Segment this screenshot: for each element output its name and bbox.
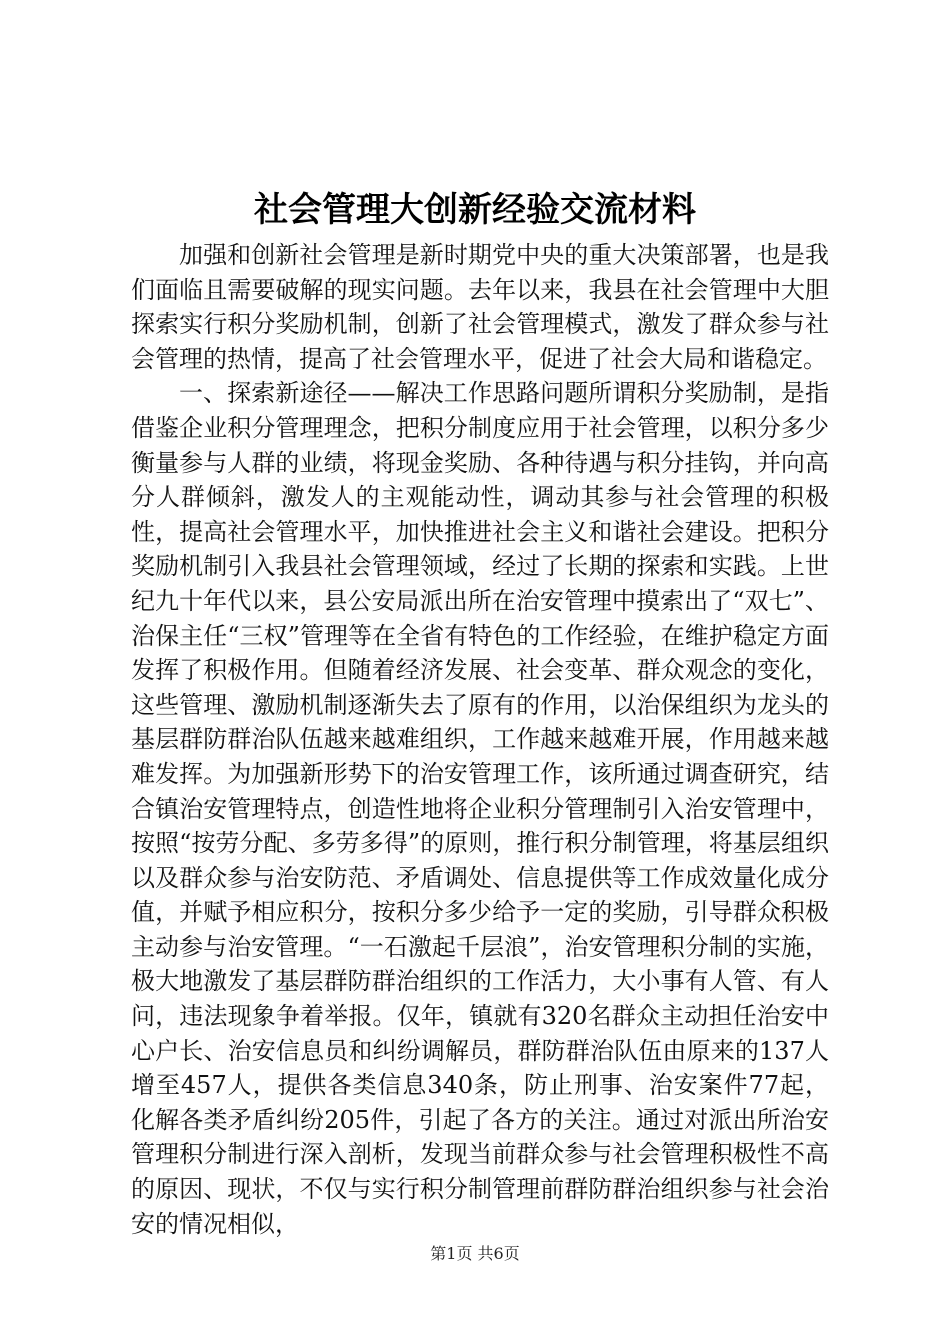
document-title: 社会管理大创新经验交流材料 (254, 190, 696, 230)
paragraph-section-one: 一、探索新途径——解决工作思路问题所谓积分奖励制，是指借鉴企业积分管理理念，把积分制度应用于社会管理，以积分多少衡量参与人群的业绩，将现金奖励、各种待遇与积分挂钩，并向高分人群倾斜，激发人的主观能动性，调动其参与社会管理的积极性，提高社会管理水平，加快推进社会主义和谐社会建设。把积分奖励机制引入我县社会管理领域，经过了长期的探索和实践。上世纪九十年代以来，县公安局派出所在治安管理中摸索出了“双七”、治保主任“三权”管理等在全省有特色的工作经验，在维护稳定方面发挥了积极作用。但随着经济发展、社会变革、群众观念的变化，这些管理、激励机制逐渐失去了原有的作用，以治保组织为龙头的基层群防群治队伍越来越难组织，工作越来越难开展，作用越来越难发挥。为加强新形势下的治安管理工作，该所通过调查研究，结合镇治安管理特点，创造性地将企业积分管理制引入治安管理中，按照“按劳分配、多劳多得”的原则，推行积分制管理，将基层组织以及群众参与治安防范、矛盾调处、信息提供等工作成效量化成分值，并赋予相应积分，按积分多少给予一定的奖励，引导群众积极主动参与治安管理。“一石激起千层浪”，治安管理积分制的实施，极大地激发了基层群防群治组织的工作活力，大小事有人管、有人问，违法现象争着举报。仅年，镇就有320名群众主动担任治安中心户长、治安信息员和纠纷调解员，群防群治队伍由原来的137人增至457人，提供各类信息340条，防止刑事、治安案件77起，化解各类矛盾纠纷205件，引起了各方的关注。通过对派出所治安管理积分制进行深入剖析，发现当前群众参与社会管理积极性不高的原因、现状，不仅与实行积分制管理前群防群治组织参与社会治安的情况相似， (131, 379, 829, 1238)
paragraph-intro: 加强和创新社会管理是新时期党中央的重大决策部署，也是我们面临且需要破解的现实问题。去年以来，我县在社会管理中大胆探索实行积分奖励机制，创新了社会管理模式，激发了群众参与社会管理的热情，提高了社会管理水平，促进了社会大局和谐稳定。 (131, 241, 829, 373)
page-number-footer: 第1页 共6页 (430, 1244, 520, 1263)
document-body (131, 238, 829, 1241)
